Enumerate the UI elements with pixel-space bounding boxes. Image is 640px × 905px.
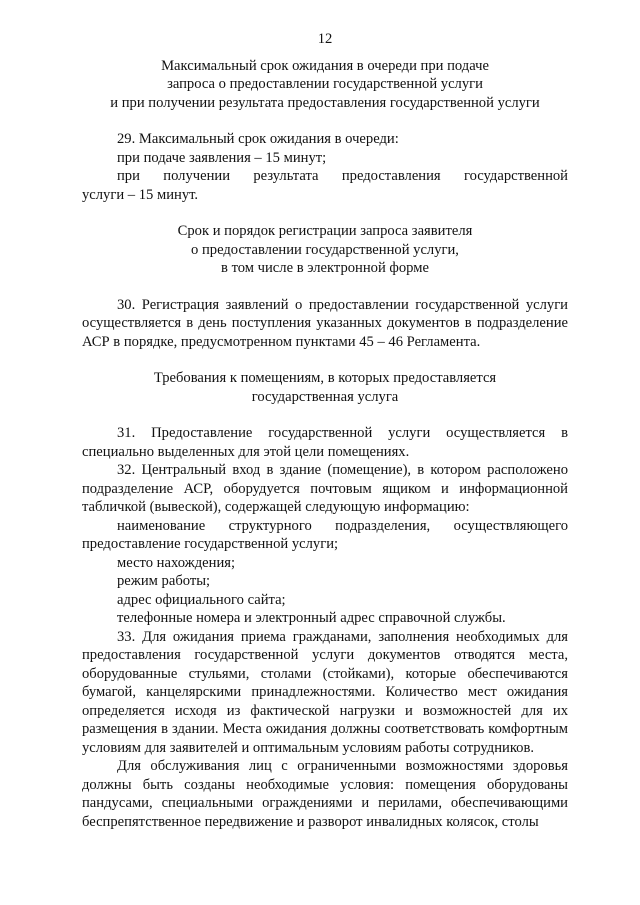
section-heading-queue-time bbox=[82, 57, 568, 113]
heading-line: государственная услуга bbox=[251, 388, 399, 405]
paragraph-29-item-2-line-2: услуги – 15 минут. bbox=[82, 186, 199, 203]
paragraph-29-title: 29. Максимальный срок ожидания в очереди: bbox=[117, 131, 399, 147]
heading-line: запроса о предоставлении государственной услуги bbox=[167, 76, 483, 92]
paragraph-30: 30. Регистрация заявлений о предоставлении государственной услуги осуществляется в день поступления указанных документов в подразделение АСР в порядке, предусмотренном пунктами 45 – 46 Регламента. bbox=[82, 296, 568, 350]
paragraph-32-item-1: наименование структурного подразделения, осуществляющего предоставление государственной услуги; bbox=[82, 517, 568, 552]
paragraph-29-item-2-line-1: при получении результата предоставления государственной bbox=[117, 168, 568, 184]
heading-line: Срок и порядок регистрации запроса заявителя bbox=[177, 223, 473, 239]
heading-line: Требования к помещениям, в которых предоставляется bbox=[153, 370, 497, 386]
heading-line: в том числе в электронной форме bbox=[221, 260, 429, 276]
paragraph-33: 33. Для ожидания приема гражданами, заполнения необходимых для предоставления государственной услуги документов отводятся места, оборудованные стульями, столами (стойками), которые обеспечиваются бумагой, канцелярскими принадлежностями. Количество мест ожидания определяется исходя из фактической нагрузки и возможностей для их размещения в здании. Места ожидания должны соответствовать комфортным условиям для заявителей и оптимальным условиям работы сотрудников. bbox=[82, 628, 568, 756]
section-heading-registration bbox=[82, 222, 568, 278]
heading-line: о предоставлении государственной услуги, bbox=[191, 241, 459, 258]
paragraph-32-item-2: место нахождения; bbox=[117, 554, 236, 571]
paragraph-31: 31. Предоставление государственной услуги осуществляется в специально выделенных для этой цели помещениях. bbox=[82, 425, 568, 460]
paragraph-33-continuation: Для обслуживания лиц с ограниченными возможностями здоровья должны быть созданы необходимые условия: помещения оборудованы пандусами, специальными ограждениями и перилами, обеспечивающими беспрепятственное передвижение и разворот инвалидных колясок, столы bbox=[82, 758, 568, 830]
paragraph-32-item-5: телефонные номера и электронный адрес справочной службы. bbox=[117, 610, 506, 626]
paragraph-32-item-3: режим работы; bbox=[117, 573, 211, 589]
paragraph-29-item-1: при подаче заявления – 15 минут; bbox=[117, 149, 327, 166]
paragraph-32-item-4: адрес официального сайта; bbox=[117, 591, 286, 608]
page-number: 12 bbox=[317, 31, 333, 47]
paragraph-32: 32. Центральный вход в здание (помещение), в котором расположено подразделение АСР, оборудуется почтовым ящиком и информационной табличкой (вывеской), содержащей следующую информацию: bbox=[82, 462, 568, 515]
section-heading-premises bbox=[82, 369, 568, 406]
heading-line: и при получении результата предоставления государственной услуги bbox=[110, 94, 540, 111]
document-page bbox=[82, 30, 568, 831]
heading-line: Максимальный срок ожидания в очереди при подаче bbox=[161, 57, 489, 74]
